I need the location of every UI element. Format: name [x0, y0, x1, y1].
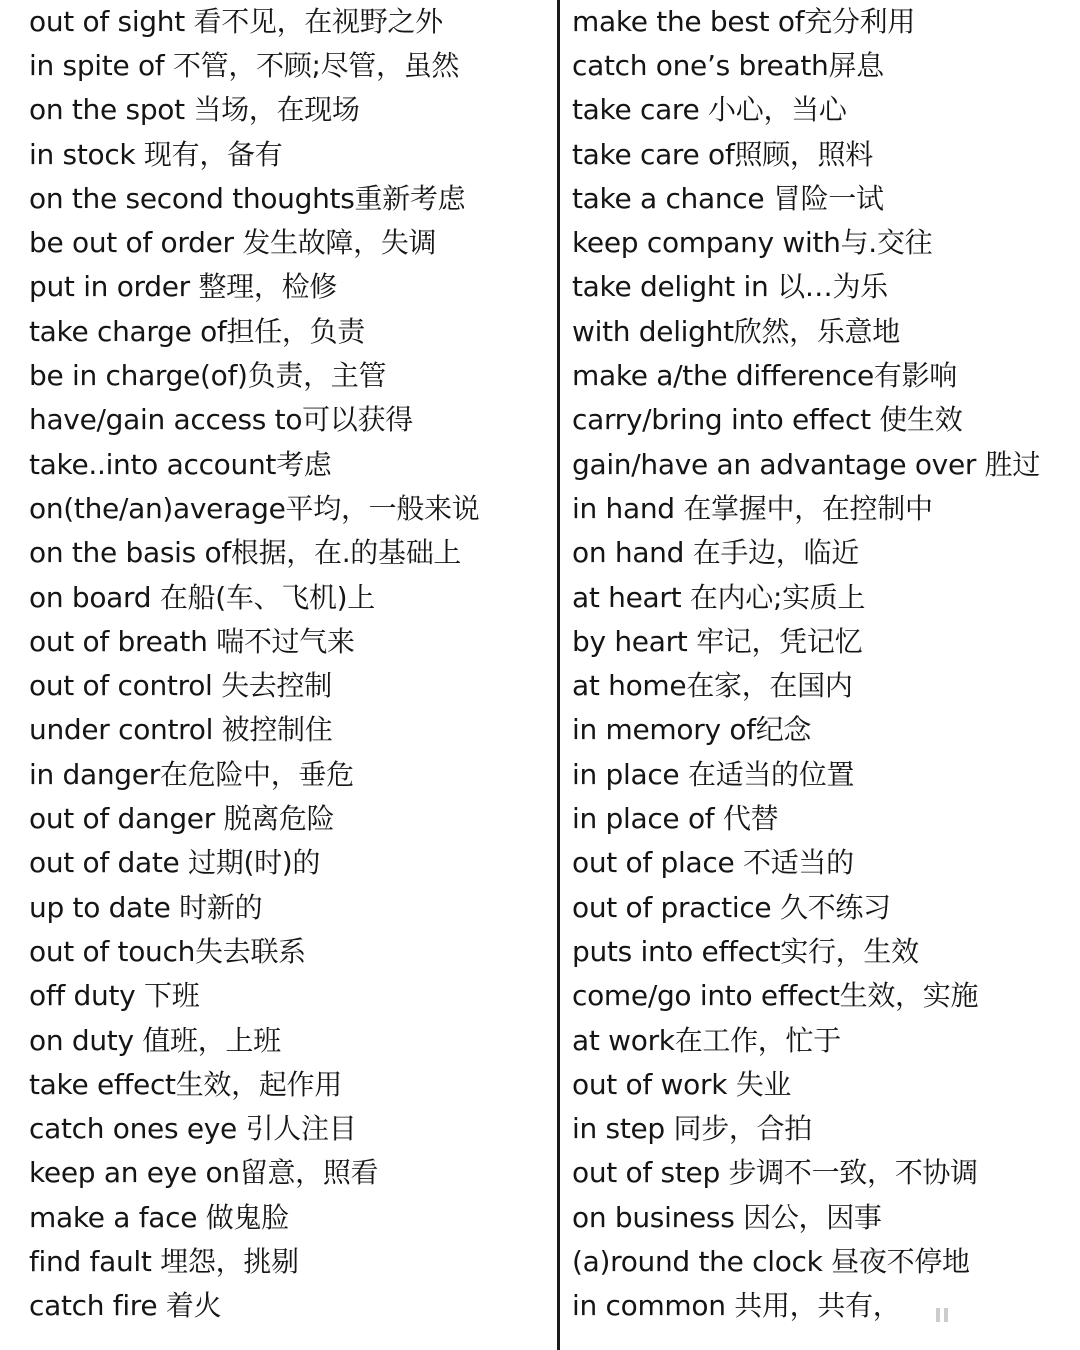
phrase-entry: make the best of充分利用: [572, 5, 916, 38]
phrase-entry: in step 同步，合拍: [572, 1112, 812, 1146]
left-phrase-column: [29, 0, 539, 1329]
phrase-entry: in common 共用，共有，: [572, 1289, 901, 1323]
right-phrase-column: [572, 0, 1072, 1329]
phrase-entry: come/go into effect生效，实施: [572, 979, 979, 1013]
phrase-entry: out of step 步调不一致，不协调: [572, 1156, 978, 1190]
phrase-entry: at work在工作，忙于: [572, 1023, 841, 1057]
phrase-entry: out of breath 喘不过气来: [29, 624, 355, 658]
phrase-entry: catch ones eye 引人注目: [29, 1112, 357, 1146]
phrase-entry: take care of照顾，照料: [572, 137, 873, 171]
phrase-entry: out of sight 看不见，在视野之外: [29, 5, 443, 38]
phrase-entry: make a/the difference有影响: [572, 359, 958, 393]
phrase-entry: out of place 不适当的: [572, 846, 854, 880]
phrase-entry: in place of 代替: [572, 802, 779, 836]
phrase-entry: take care 小心，当心: [572, 93, 847, 127]
phrase-entry: be in charge(of)负责，主管: [29, 359, 387, 393]
phrase-entry: keep company with与.交往: [572, 226, 933, 260]
watermark-icon: [928, 1300, 1068, 1330]
phrase-entry: out of practice 久不练习: [572, 890, 891, 924]
phrase-entry: in spite of 不管，不顾;尽管，虽然: [29, 49, 460, 82]
phrase-entry: in memory of纪念: [572, 713, 812, 747]
phrase-entry: out of control 失去控制: [29, 669, 332, 703]
phrase-entry: by heart 牢记，凭记忆: [572, 624, 863, 658]
phrase-entry: gain/have an advantage over 胜过: [572, 447, 1041, 481]
phrase-entry: out of touch失去联系: [29, 934, 306, 968]
phrase-entry: catch fire 着火: [29, 1289, 222, 1323]
phrase-entry: (a)round the clock 昼夜不停地: [572, 1245, 970, 1279]
phrase-entry: find fault 埋怨，挑剔: [29, 1245, 299, 1279]
column-divider: [557, 0, 560, 1350]
phrase-entry: on business 因公，因事: [572, 1200, 882, 1234]
phrase-entry: keep an eye on留意，照看: [29, 1156, 379, 1190]
phrase-entry: take charge of担任，负责: [29, 314, 365, 348]
phrase-entry: be out of order 发生故障，失调: [29, 226, 437, 260]
phrase-entry: on hand 在手边，临近: [572, 536, 859, 570]
phrase-entry: in danger在危险中，垂危: [29, 757, 354, 791]
phrase-entry: on duty 值班，上班: [29, 1023, 281, 1057]
phrase-entry: take effect生效，起作用: [29, 1067, 342, 1101]
phrase-entry: take a chance 冒险一试: [572, 181, 884, 215]
phrase-entry: on the spot 当场，在现场: [29, 93, 360, 127]
phrase-entry: have/gain access to可以获得: [29, 403, 413, 437]
phrase-entry: under control 被控制住: [29, 713, 333, 747]
phrase-entry: in stock 现有，备有: [29, 137, 283, 171]
phrase-entry: on the second thoughts重新考虑: [29, 181, 466, 215]
phrase-entry: catch one’s breath屏息: [572, 49, 884, 82]
phrase-entry: at heart 在内心;实质上: [572, 580, 866, 614]
phrase-entry: out of danger 脱离危险: [29, 802, 335, 836]
phrase-entry: in hand 在掌握中，在控制中: [572, 491, 933, 525]
phrase-entry: in place 在适当的位置: [572, 757, 855, 791]
phrase-entry: puts into effect实行，生效: [572, 934, 919, 968]
phrase-entry: out of date 过期(时)的: [29, 846, 321, 880]
phrase-entry: take..into account考虑: [29, 447, 332, 481]
phrase-entry: with delight欣然，乐意地: [572, 314, 900, 348]
phrase-entry: up to date 时新的: [29, 890, 263, 924]
phrase-entry: take delight in 以…为乐: [572, 270, 888, 304]
phrase-entry: carry/bring into effect 使生效: [572, 403, 963, 437]
phrase-entry: on the basis of根据，在.的基础上: [29, 536, 462, 570]
phrase-entry: put in order 整理，检修: [29, 270, 337, 304]
phrase-entry: on board 在船(车、飞机)上: [29, 580, 375, 614]
phrase-entry: make a face 做鬼脸: [29, 1200, 289, 1234]
phrase-entry: out of work 失业: [572, 1067, 792, 1101]
phrase-entry: off duty 下班: [29, 979, 200, 1013]
phrase-entry: on(the/an)average平均，一般来说: [29, 491, 480, 525]
phrase-entry: at home在家，在国内: [572, 669, 853, 703]
